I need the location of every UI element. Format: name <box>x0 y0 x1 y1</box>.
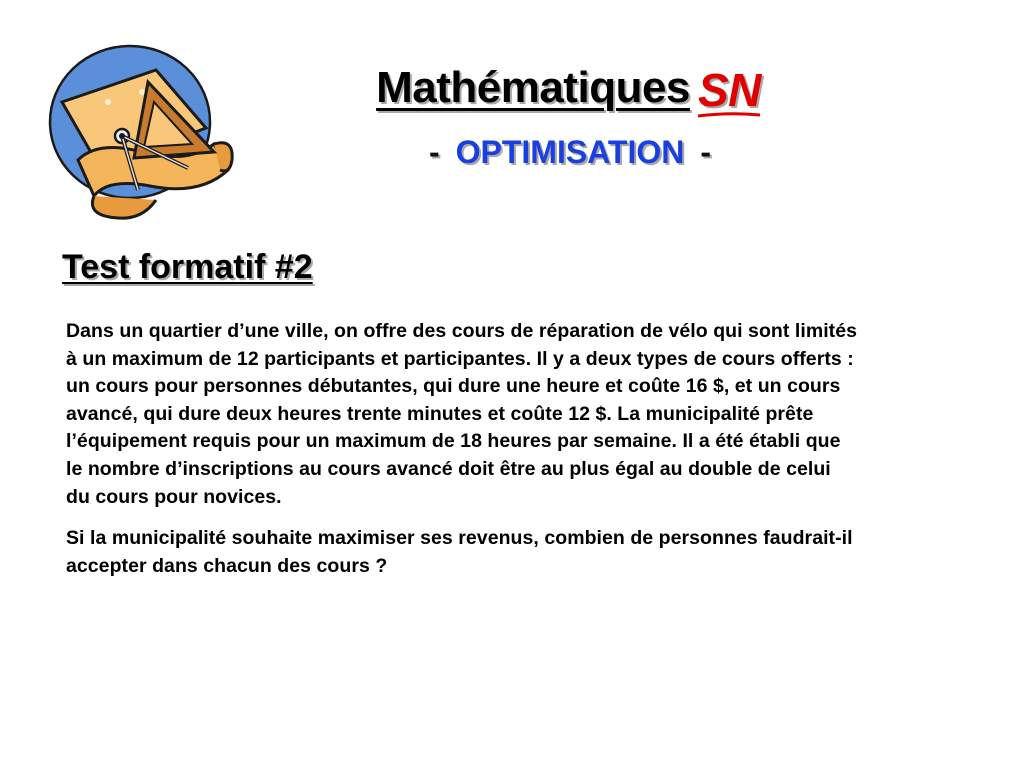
problem-line: avancé, qui dure deux heures trente minutes et coûte 12 $. La municipalité prête <box>66 402 814 425</box>
subtitle-dash-left: - <box>428 134 440 170</box>
page-title <box>376 60 764 116</box>
section-heading: Test formatif #2 <box>62 248 313 286</box>
svg-text:SN: SN <box>697 64 761 116</box>
page-title-text: Mathématiques <box>376 63 690 112</box>
problem-line: le nombre d’inscriptions au cours avancé doit être au plus égal au double de celui <box>66 457 831 480</box>
problem-line: Dans un quartier d’une ville, on offre des cours de réparation de vélo qui sont limités <box>66 320 858 342</box>
page-subtitle <box>230 134 910 171</box>
sn-logo-mark <box>694 60 764 124</box>
problem-line: l’équipement requis pour un maximum de 18 heures par semaine. Il a été établi que <box>66 430 841 453</box>
geometry-tools-scroll-icon <box>38 40 238 225</box>
question-line: Si la municipalité souhaite maximiser ses revenus, combien de personnes faudrait-il <box>66 527 853 550</box>
subtitle-topic: OPTIMISATION <box>455 134 685 170</box>
question-paragraph <box>66 525 996 580</box>
problem-paragraph <box>66 318 996 511</box>
problem-statement <box>66 318 996 594</box>
problem-line: du cours pour novices. <box>66 485 282 508</box>
question-line: accepter dans chacun des cours ? <box>66 554 388 577</box>
subtitle-dash-right: - <box>700 134 712 170</box>
title-block <box>230 60 910 171</box>
problem-line: à un maximum de 12 participants et participantes. Il y a deux types de cours offerts : <box>66 347 854 370</box>
problem-line: un cours pour personnes débutantes, qui dure une heure et coûte 16 $, et un cours <box>66 375 841 398</box>
